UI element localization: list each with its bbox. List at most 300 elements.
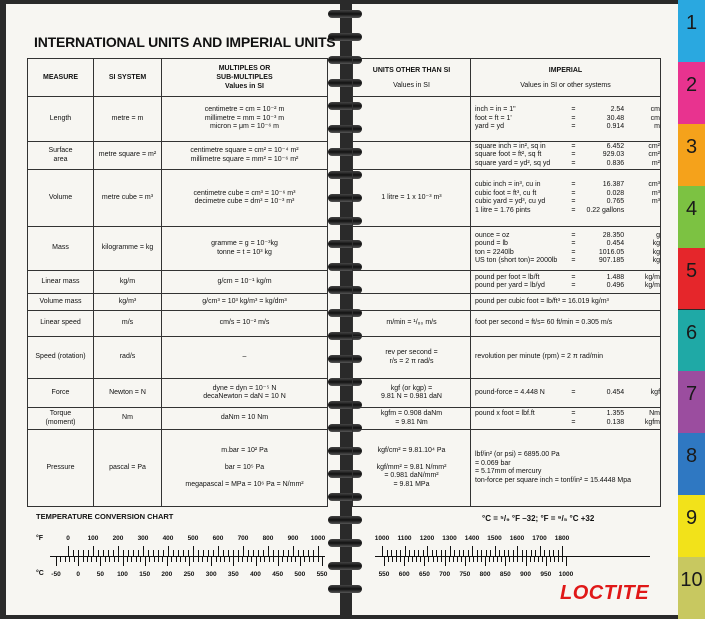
row-volume-mass (353, 294, 661, 311)
celsius-tick (127, 556, 128, 562)
measure-text: Volume (48, 193, 73, 201)
celsius-tick (105, 556, 106, 562)
imperial-name (475, 419, 565, 428)
imperial-text: pound per cubic foot = lb/ft³ = 16.019 kg/m³ (475, 297, 609, 305)
si-text: Newton = N (109, 388, 146, 396)
fahrenheit-tick-label: 1500 (487, 535, 502, 542)
header-multiples-line: Values in SI (225, 83, 264, 90)
multiples-text: millimetre square = mm² = 10⁻⁶ m² (190, 155, 299, 163)
celsius-tick-label: 1000 (558, 571, 574, 578)
fahrenheit-tick (213, 550, 214, 556)
celsius-tick (526, 556, 527, 566)
header-imperial-line: IMPERIAL (548, 66, 583, 74)
measure-text: Length (49, 114, 72, 122)
celsius-tick (546, 556, 547, 566)
multiples-text: bar = 10⁵ Pa (224, 463, 265, 471)
celsius-tick (505, 556, 506, 566)
imperial-unit: m³ (651, 198, 661, 205)
celsius-tick (453, 556, 454, 562)
other-units-text: 1 litre = 1 x 10⁻³ m³ (381, 193, 442, 201)
multiples-text: micron = μm = 10⁻⁶ m (210, 123, 279, 131)
celsius-tick (445, 556, 446, 566)
multiples-cell (162, 430, 328, 507)
celsius-tick (189, 556, 190, 566)
fahrenheit-tick (103, 550, 104, 556)
tab-section-9[interactable]: 9 (678, 495, 705, 557)
imperial-entry (475, 389, 660, 398)
celsius-tick (140, 556, 141, 562)
si-cell (94, 294, 162, 311)
imperial-value: 907.185 (598, 257, 625, 264)
si-cell (94, 311, 162, 337)
celsius-tick (224, 556, 225, 562)
multiples-text: centimetre square = cm² = 10⁻⁴ m² (190, 147, 299, 154)
celsius-tick (309, 556, 310, 562)
celsius-tick (229, 556, 230, 562)
other-units-cell (353, 408, 471, 430)
imperial-text: foot per second = ft/s= 60 ft/min = 0.305 m/s (475, 319, 613, 327)
multiples-text: centimetre = cm = 10⁻² m (204, 106, 285, 114)
celsius-tick (392, 556, 393, 562)
imperial-cell (471, 271, 661, 294)
row-length (28, 97, 328, 142)
measure-cell (28, 97, 94, 142)
measure-text: Torque (49, 410, 72, 417)
other-units-text: kgf/mm² = 9.81 N/mm² (376, 463, 447, 471)
imperial-entry (475, 160, 660, 169)
fahrenheit-tick-label: 1300 (442, 535, 457, 542)
other-units-cell (353, 271, 471, 294)
imperial-value: 1.355 (606, 410, 625, 417)
celsius-tick (558, 556, 559, 562)
celsius-tick (207, 556, 208, 562)
other-units-cell (353, 337, 471, 379)
celsius-tick (220, 556, 221, 562)
imperial-name: 1 litre = 1.76 pints (475, 206, 531, 214)
celsius-tick (269, 556, 270, 562)
imperial-text: = 0.069 bar (475, 459, 511, 467)
imperial-cell (471, 379, 661, 408)
multiples-text: decaNewton = daN = 10 N (203, 393, 286, 400)
imperial-unit: Nm (649, 410, 661, 417)
measure-cell (28, 227, 94, 271)
fahrenheit-tick (173, 550, 174, 556)
celsius-tick (396, 556, 397, 562)
row-linear-mass (353, 271, 661, 294)
fahrenheit-tick-label: 0 (66, 535, 70, 542)
imperial-entry (475, 115, 660, 124)
imperial-value: 16.387 (602, 181, 625, 188)
fahrenheit-tick (88, 550, 89, 556)
celsius-tick (300, 556, 301, 566)
imperial-entry (475, 282, 660, 291)
multiples-text: daNm = 10 Nm (220, 414, 269, 422)
imperial-name: foot = ft = 1' (475, 114, 512, 122)
multiples-cell (162, 311, 328, 337)
multiples-text: tonne = t = 10³ kg (217, 248, 272, 256)
imperial-value: 28.350 (602, 231, 625, 239)
measure-text: (moment) (45, 418, 76, 426)
fahrenheit-tick (450, 546, 451, 556)
imperial-unit: m² (651, 159, 661, 167)
imperial-eq: = (571, 198, 576, 205)
other-units-text: r/s = 2 π rad/s (389, 357, 434, 365)
measure-text: Volume mass (39, 297, 82, 305)
imperial-name: pound-force = 4.448 N (475, 388, 545, 396)
row-speed-rotation (28, 337, 328, 379)
imperial-value: 0.836 (606, 159, 625, 167)
celsius-tick (282, 556, 283, 562)
row-torque-moment (353, 408, 661, 430)
fahrenheit-tick (258, 550, 259, 556)
celsius-tick (550, 556, 551, 562)
si-text: rad/s (119, 353, 136, 361)
celsius-tick (74, 556, 75, 562)
imperial-eq: = (571, 106, 576, 114)
imperial-entry (475, 274, 660, 283)
si-cell (94, 379, 162, 408)
multiples-cell (162, 142, 328, 170)
fahrenheit-tick (318, 546, 319, 556)
si-cell (94, 408, 162, 430)
si-cell (94, 271, 162, 294)
fahrenheit-tick (405, 546, 406, 556)
si-text: metre = m (111, 114, 144, 122)
celsius-tick (264, 556, 265, 562)
celsius-tick (465, 556, 466, 566)
si-text: pascal = Pa (109, 463, 146, 471)
celsius-tick (60, 556, 61, 562)
imperial-unit: m (654, 123, 661, 131)
imperial-cell (471, 170, 661, 227)
celsius-tick (408, 556, 409, 562)
imperial-value: 1016.05 (598, 248, 625, 256)
imperial-name: inch = in = 1" (475, 106, 516, 114)
tab-section-4[interactable]: 4 (678, 186, 705, 248)
celsius-tick (473, 556, 474, 562)
fahrenheit-tick-label: 1200 (419, 535, 435, 542)
celsius-tick (149, 556, 150, 562)
fahrenheit-tick (98, 550, 99, 556)
other-units-text: kgf (or kgp) = (390, 384, 433, 392)
imperial-eq: = (571, 142, 576, 150)
fahrenheit-tick (208, 550, 209, 556)
fahrenheit-tick (243, 546, 244, 556)
imperial-name: ton = 2240lb (475, 248, 514, 256)
multiples-text: – (242, 353, 247, 361)
measure-cell (28, 294, 94, 311)
celsius-tick (562, 556, 563, 562)
imperial-eq: = (571, 410, 576, 417)
imperial-eq: = (571, 248, 576, 256)
celsius-tick (530, 556, 531, 562)
celsius-tick-label: 450 (272, 571, 284, 578)
celsius-tick (65, 556, 66, 562)
imperial-name: cubic yard = yd³, cu yd (475, 198, 546, 205)
celsius-tick (193, 556, 194, 562)
celsius-tick (256, 556, 257, 566)
imperial-unit: cm³ (648, 181, 661, 188)
celsius-tick (291, 556, 292, 562)
celsius-tick (131, 556, 132, 562)
tab-section-6[interactable]: 6 (678, 310, 705, 372)
multiples-text: megapascal = MPa = 10⁶ Pa = N/mm² (185, 480, 304, 488)
celsius-tick (313, 556, 314, 562)
fahrenheit-tick (472, 546, 473, 556)
celsius-tick (242, 556, 243, 562)
imperial-name: yard = yd (475, 123, 504, 131)
tab-section-10[interactable]: 10 (678, 557, 705, 619)
celsius-tick (449, 556, 450, 562)
imperial-entry (475, 207, 660, 216)
celsius-tick-label: 750 (459, 571, 471, 578)
imperial-eq: = (571, 282, 576, 289)
celsius-tick (509, 556, 510, 562)
fahrenheit-tick-label: 700 (237, 535, 249, 542)
tab-section-8[interactable]: 8 (678, 433, 705, 495)
fahrenheit-tick-label: 900 (287, 535, 299, 542)
celsius-tick-label: 100 (117, 571, 128, 578)
multiples-text: decimetre cube = dm³ = 10⁻³ m³ (194, 198, 295, 205)
si-text: metre cube = m³ (101, 193, 154, 201)
celsius-tick (260, 556, 261, 562)
row-linear-speed (28, 311, 328, 337)
celsius-tick (273, 556, 274, 562)
fahrenheit-tick (143, 546, 144, 556)
si-text: m/s (121, 319, 134, 327)
imperial-text: revolution per minute (rpm) = 2 π rad/min (475, 353, 603, 361)
celsius-tick (538, 556, 539, 562)
tab-section-3[interactable]: 3 (678, 124, 705, 186)
imperial-unit: kgfm (644, 418, 661, 426)
imperial-value: 929.03 (602, 151, 625, 159)
fahrenheit-tick (293, 546, 294, 556)
imperial-unit: g (656, 231, 661, 239)
imperial-name: cubic inch = in³, cu in (475, 181, 541, 188)
celsius-tick (109, 556, 110, 562)
celsius-tick-label: 550 (316, 571, 328, 578)
celsius-tick (154, 556, 155, 562)
fahrenheit-tick (540, 546, 541, 556)
row-length (353, 97, 661, 142)
header-other-line: Values in SI (393, 81, 430, 89)
imperial-value: 0.138 (606, 418, 625, 426)
celsius-tick (278, 556, 279, 566)
tab-section-1[interactable]: 1 (678, 0, 705, 62)
imperial-value: 1.488 (606, 273, 625, 281)
celsius-tick (185, 556, 186, 562)
fahrenheit-tick (414, 550, 415, 556)
celsius-tick (171, 556, 172, 562)
imperial-entry (475, 257, 660, 266)
celsius-tick (247, 556, 248, 562)
imperial-eq: = (571, 388, 576, 396)
celsius-tick (91, 556, 92, 562)
celsius-tick (517, 556, 518, 562)
fahrenheit-tick (495, 546, 496, 556)
other-units-cell (353, 379, 471, 408)
imperial-value: 0.454 (606, 240, 625, 247)
header-imperial-line: Values in SI or other systems (520, 81, 611, 89)
celsius-tick-label: 150 (139, 571, 151, 578)
fahrenheit-tick (133, 550, 134, 556)
measure-cell (28, 430, 94, 507)
imperial-name: square inch = in², sq in (475, 142, 546, 150)
fahrenheit-tick (118, 546, 119, 556)
celsius-tick (238, 556, 239, 562)
other-units-text: kgf/cm² = 9.81.10⁴ Pa (377, 446, 446, 454)
celsius-tick-label: 200 (161, 571, 173, 578)
fahrenheit-tick (248, 550, 249, 556)
header-multiples-line: SUB-MULTIPLES (216, 74, 273, 81)
other-units-cell (353, 294, 471, 311)
imperial-unit: kg/m (644, 282, 661, 289)
tab-section-7[interactable]: 7 (678, 371, 705, 433)
celsius-tick (69, 556, 70, 562)
fahrenheit-tick (504, 550, 505, 556)
measure-text: Linear speed (40, 319, 81, 327)
other-units-text: rev per second = (385, 349, 438, 356)
fahrenheit-tick-label: 1800 (554, 535, 570, 542)
celsius-tick (522, 556, 523, 562)
imperial-value: 0.914 (606, 123, 625, 131)
row-pressure (353, 430, 661, 507)
fahrenheit-tick-label: 100 (87, 535, 99, 542)
fahrenheit-tick (427, 546, 428, 556)
celsius-tick (441, 556, 442, 562)
measure-text: Force (51, 388, 70, 396)
imperial-value: 30.48 (606, 114, 625, 122)
fahrenheit-tick (490, 550, 491, 556)
measure-text: Mass (52, 244, 69, 252)
imperial-cell (471, 142, 661, 170)
celsius-tick (167, 556, 168, 566)
celsius-tick-label: 400 (250, 571, 261, 578)
multiples-text: gramme = g = 10⁻³kg (211, 240, 278, 247)
fahrenheit-tick (459, 550, 460, 556)
other-units-cell (353, 430, 471, 507)
fahrenheit-tick (288, 550, 289, 556)
celsius-tick-label: 900 (520, 571, 531, 578)
celsius-tick (477, 556, 478, 562)
multiples-text: centimetre cube = cm³ = 10⁻⁶ m³ (193, 189, 296, 197)
multiples-cell (162, 379, 328, 408)
imperial-entry (475, 410, 660, 419)
imperial-unit: cm² (648, 151, 661, 159)
fahrenheit-tick-label: 1100 (397, 535, 412, 542)
si-text: kg/m (119, 277, 136, 285)
fahrenheit-tick (203, 550, 204, 556)
imperial-unit: kgf (650, 388, 661, 396)
celsius-tick (469, 556, 470, 562)
imperial-unit: kg/m (644, 273, 661, 281)
measure-cell (28, 408, 94, 430)
imperial-name: square foot = ft², sq ft (475, 151, 542, 159)
measure-cell (28, 311, 94, 337)
fahrenheit-tick (423, 550, 424, 556)
fahrenheit-tick (298, 550, 299, 556)
imperial-entry (475, 419, 660, 428)
celsius-tick (384, 556, 385, 566)
celsius-tick (485, 556, 486, 566)
fahrenheit-tick-label: 1000 (310, 535, 326, 542)
imperial-value: 2.54 (610, 106, 625, 114)
imperial-unit: kg (652, 248, 661, 256)
celsius-tick (118, 556, 119, 562)
celsius-tick (318, 556, 319, 562)
imperial-name: ounce = oz (475, 231, 510, 239)
imperial-name: pound = lb (475, 240, 508, 247)
row-surface-area (28, 142, 328, 170)
imperial-value: 6.452 (606, 142, 625, 150)
imperial-cell (471, 337, 661, 379)
celsius-tick-label: 650 (419, 571, 430, 578)
celsius-tick-label: 800 (479, 571, 491, 578)
other-units-cell (353, 97, 471, 142)
fahrenheit-tick-label: 300 (137, 535, 149, 542)
celsius-tick (489, 556, 490, 562)
imperial-entry (475, 198, 660, 207)
page-title: INTERNATIONAL UNITS AND IMPERIAL UNITS (34, 34, 336, 50)
fahrenheit-tick (138, 550, 139, 556)
multiples-text: cm/s = 10⁻² m/s (219, 319, 270, 327)
measure-cell (28, 170, 94, 227)
imperial-unit: kg (652, 240, 661, 247)
multiples-text (162, 455, 327, 464)
celsius-tick (420, 556, 421, 562)
imperial-unit: cm (650, 114, 661, 122)
celsius-tick (497, 556, 498, 562)
imperial-text: = 5.17mm of mercury (475, 468, 542, 475)
imperial-value: 0.028 (606, 189, 625, 197)
fahrenheit-tick (178, 550, 179, 556)
celsius-tick (481, 556, 482, 562)
celsius-tick-label: 850 (499, 571, 511, 578)
header-other-line: UNITS OTHER THAN SI (372, 66, 451, 74)
celsius-tick-label: 550 (378, 571, 390, 578)
tab-section-2[interactable]: 2 (678, 62, 705, 124)
fahrenheit-tick (218, 546, 219, 556)
temperature-chart-title: TEMPERATURE CONVERSION CHART (36, 512, 174, 521)
fahrenheit-tick-label: 1000 (374, 535, 390, 542)
imperial-cell (471, 430, 661, 507)
row-volume (28, 170, 328, 227)
row-speed-rotation (353, 337, 661, 379)
row-force (353, 379, 661, 408)
row-pressure (28, 430, 328, 507)
fahrenheit-tick (454, 550, 455, 556)
imperial-entry (475, 240, 660, 249)
celsius-tick (428, 556, 429, 562)
celsius-tick (211, 556, 212, 566)
celsius-tick (412, 556, 413, 562)
imperial-unit: kg (652, 257, 661, 264)
imperial-cell (471, 97, 661, 142)
imperial-name: pound x foot = lbf.ft (475, 410, 535, 417)
other-units-text: = 9.81 Nm (395, 418, 428, 426)
celsius-tick (114, 556, 115, 562)
imperial-eq: = (571, 151, 576, 159)
imperial-entry (475, 143, 660, 152)
fahrenheit-tick (418, 550, 419, 556)
multiples-cell (162, 337, 328, 379)
fahrenheit-tick-label: 800 (262, 535, 274, 542)
fahrenheit-tick (128, 550, 129, 556)
celsius-tick-label: 350 (227, 571, 239, 578)
other-units-text: = 0.981 daN/mm² (384, 472, 439, 480)
multiples-text: g/cm = 10⁻¹ kg/m (217, 277, 272, 285)
tab-section-5[interactable]: 5 (678, 248, 705, 310)
